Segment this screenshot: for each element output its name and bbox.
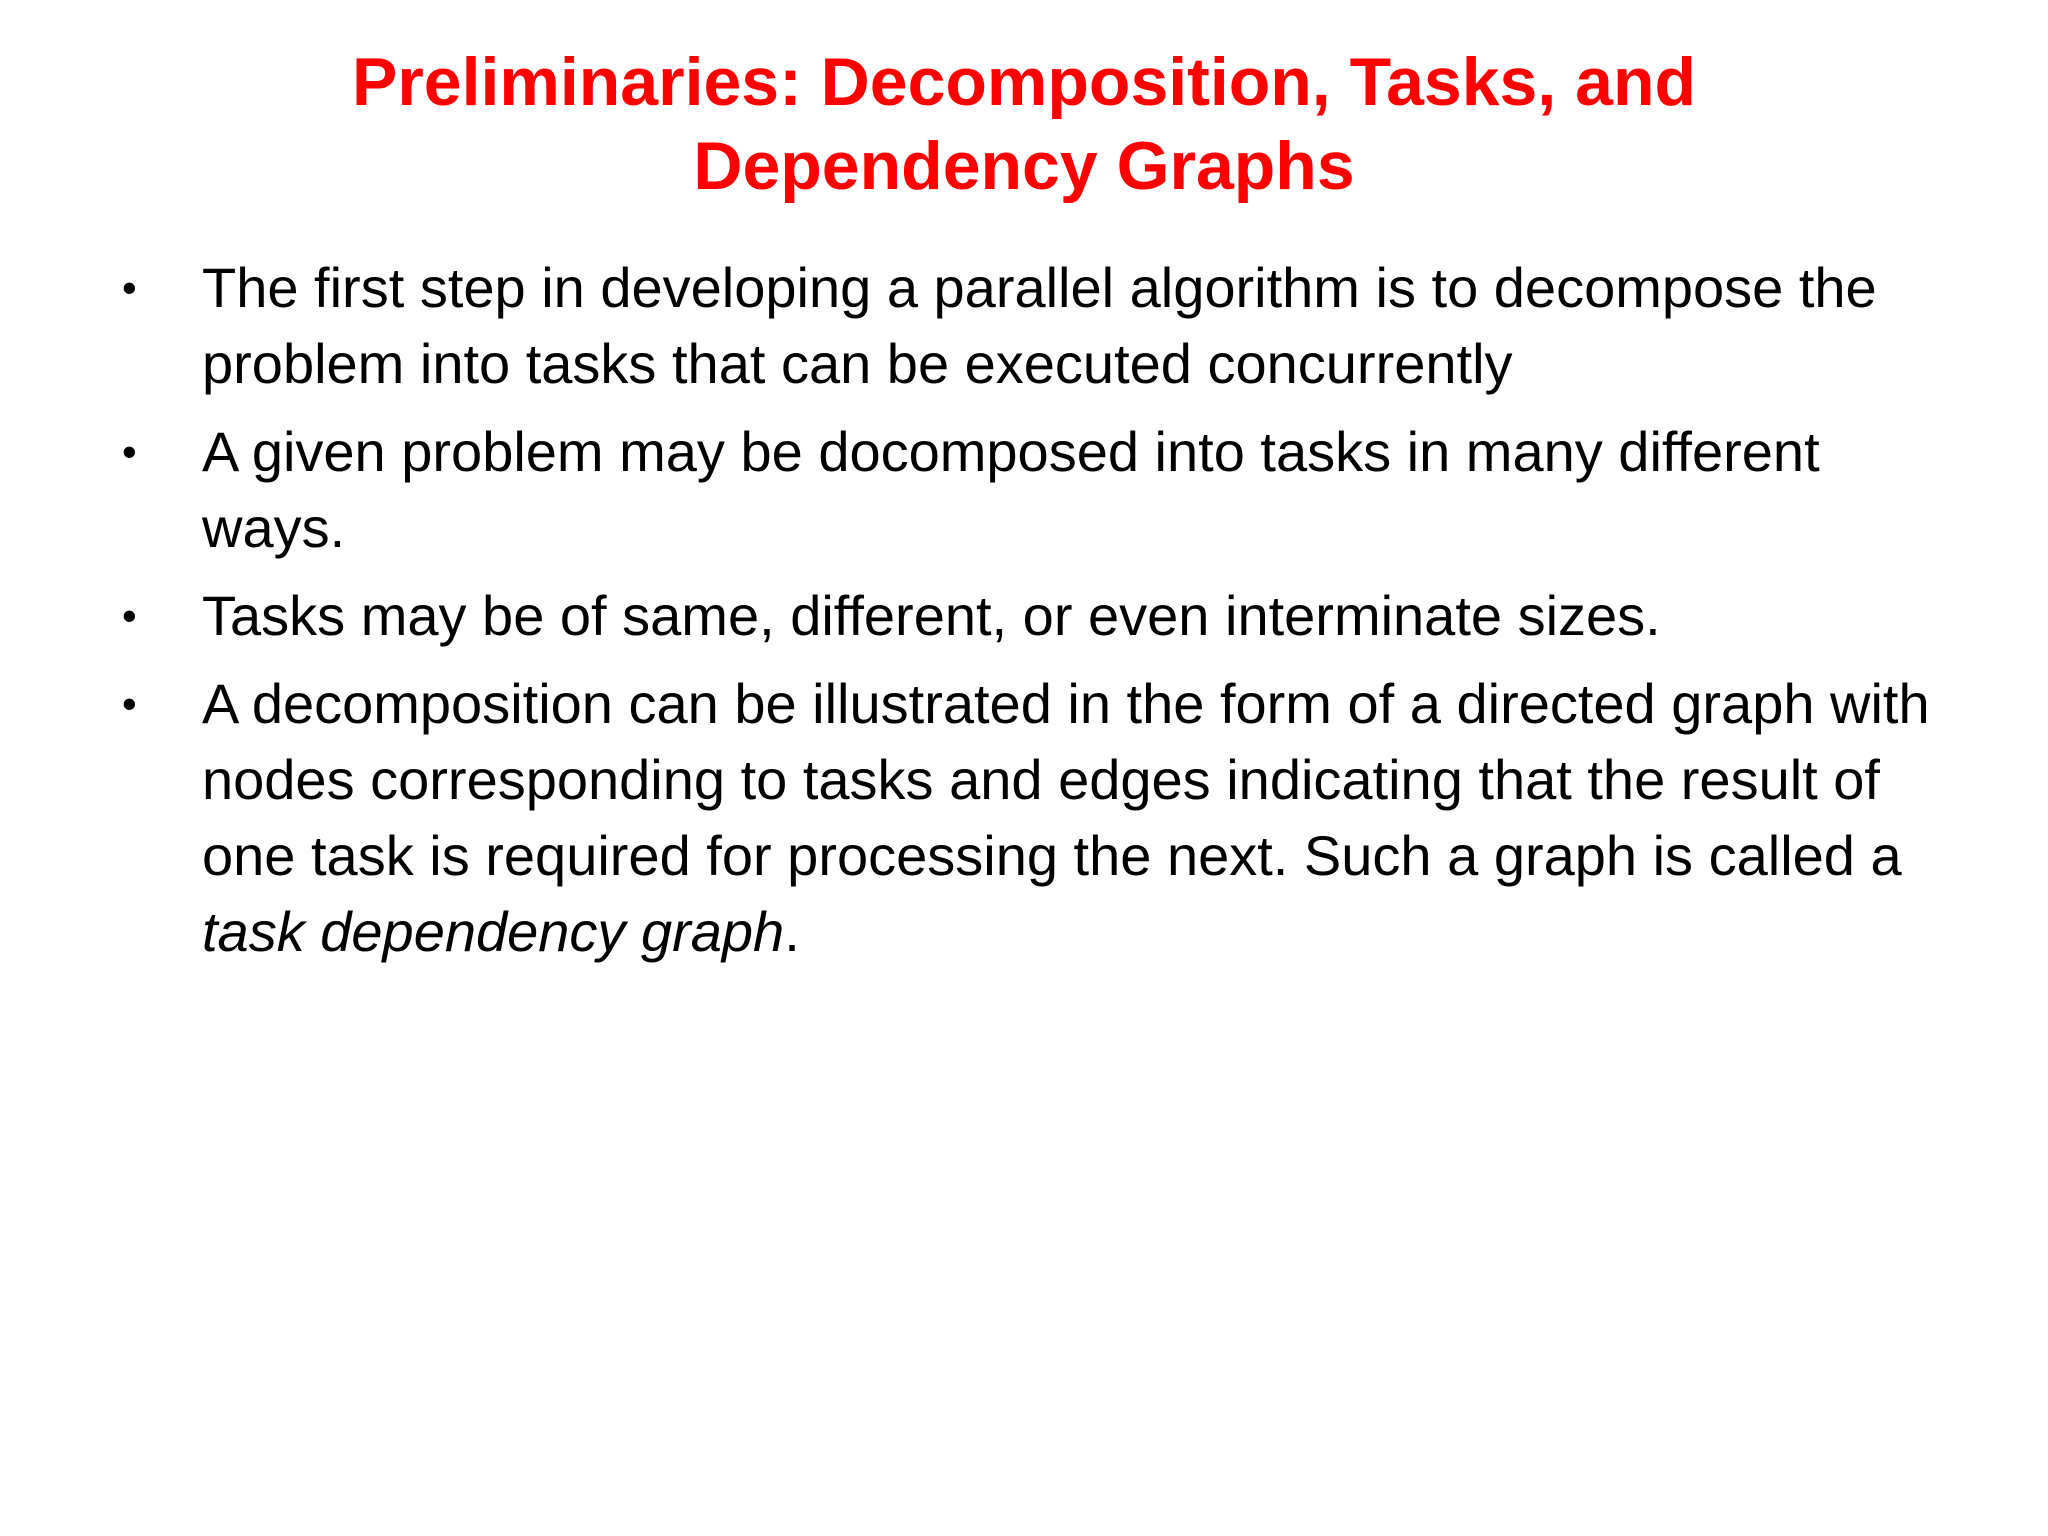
bullet-marker: • — [122, 592, 137, 639]
bullet-marker: • — [122, 428, 137, 475]
bullet-text-period: . — [784, 900, 800, 963]
slide-title-line-1: Preliminaries: Decomposition, Tasks, and — [351, 44, 1697, 120]
bullet-text: The first step in developing a parallel algorithm is to decompose the problem into tasks that can be executed concurrently — [202, 256, 1877, 395]
bullet-list — [0, 250, 2048, 982]
bullet-text — [202, 666, 1962, 970]
bullet-text-italic-term: task dependency graph — [202, 900, 785, 963]
bullet-item — [0, 578, 2048, 654]
bullet-item — [0, 666, 2048, 970]
bullet-text: Tasks may be of same, different, or even interminate sizes. — [202, 584, 1661, 647]
bullet-marker: • — [122, 264, 137, 311]
bullet-text-plain: A decomposition can be illustrated in the form of a directed graph with nodes corresponding to tasks and edges indicating that the result of one task is required for processing the next. Such a graph is called a — [202, 672, 1930, 887]
bullet-marker: • — [122, 680, 137, 727]
bullet-item — [0, 414, 2048, 566]
slide-title-line-2: Dependency Graphs — [693, 128, 1355, 204]
bullet-text: A given problem may be docomposed into tasks in many different ways. — [202, 420, 1820, 559]
bullet-item — [0, 250, 2048, 402]
slide-title — [200, 40, 1848, 208]
